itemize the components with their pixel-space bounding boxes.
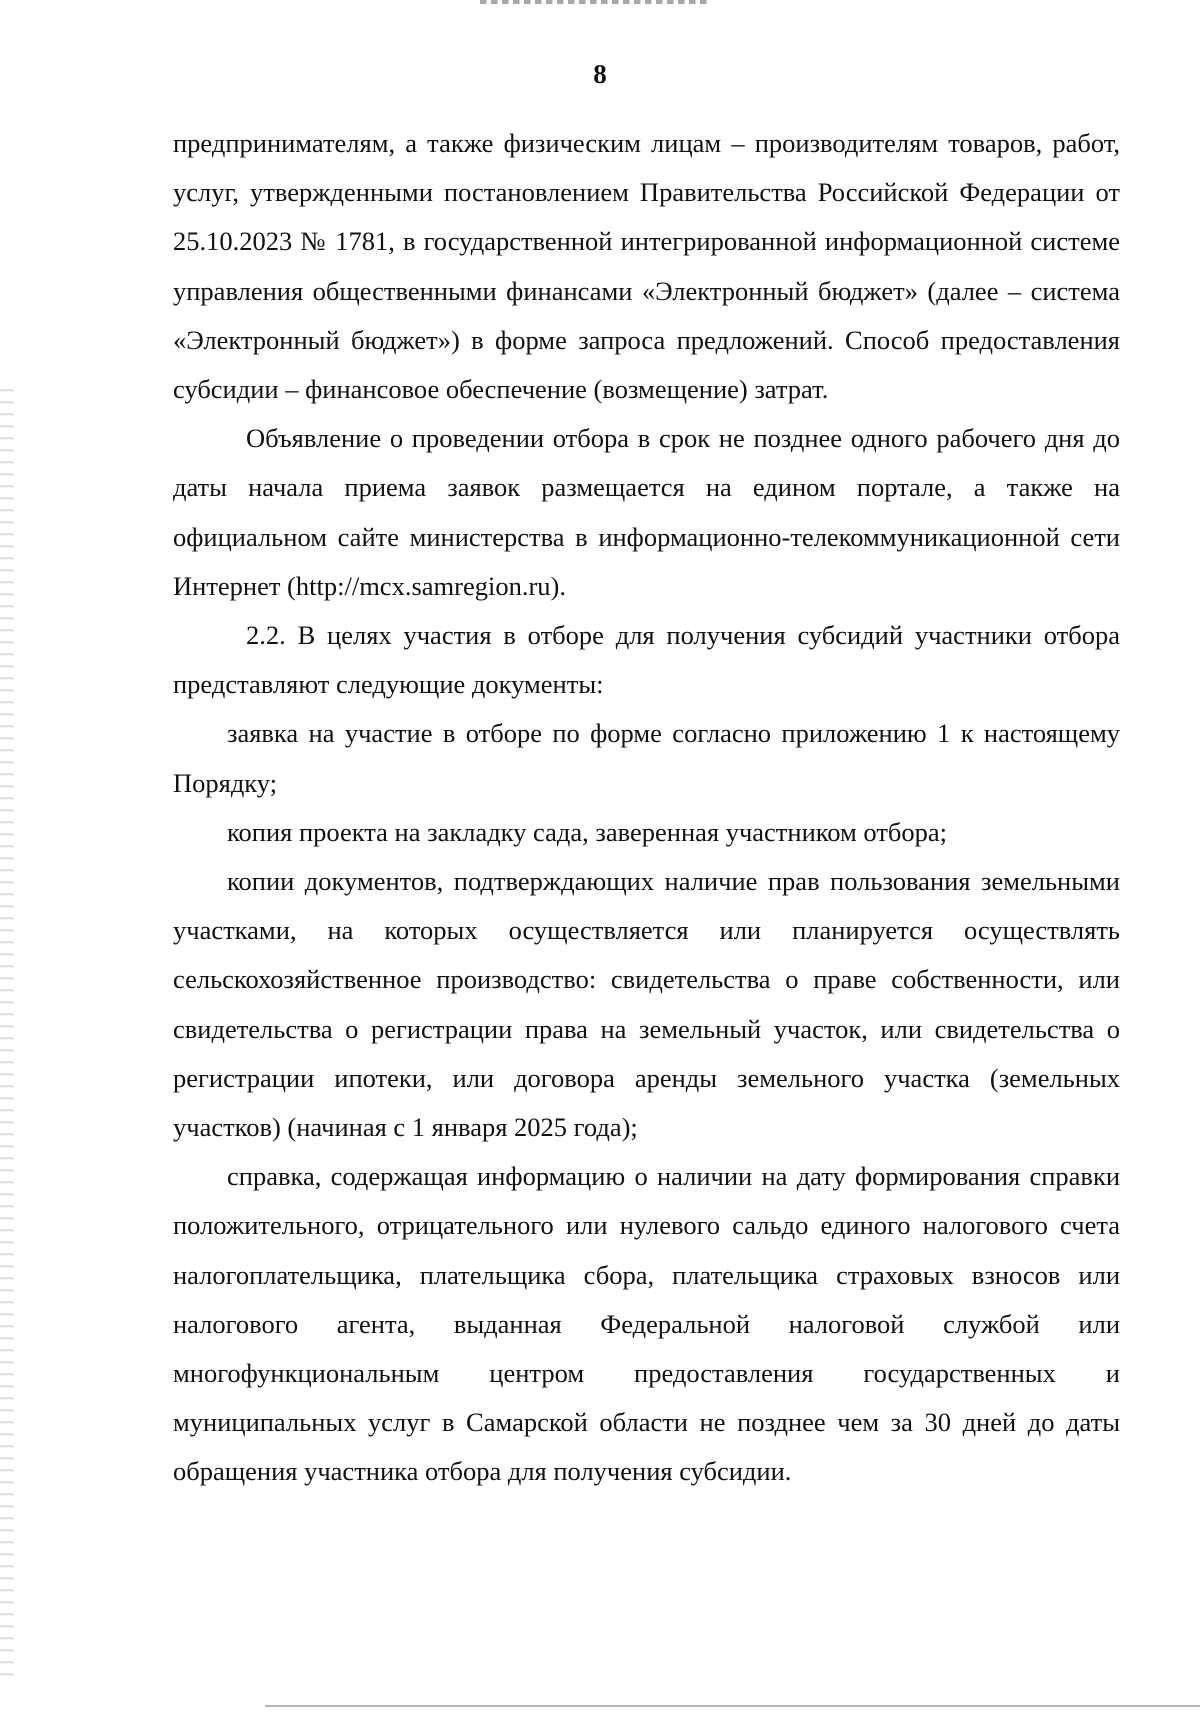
list-item-application: заявка на участие в отборе по форме согласно приложению 1 к настоящему Порядку; xyxy=(173,718,1120,798)
scan-edge-left xyxy=(0,380,14,1680)
paragraph-announcement: Объявление о проведении отбора в срок не позднее одного рабочего дня до даты начала приема заявок размещается на едином портале, а также на официальном сайте министерства в информационно-телекоммуникационной сети Интернет (http://mcx.samregion.ru). xyxy=(173,423,1120,601)
page-number: 8 xyxy=(593,59,607,89)
scan-edge-top xyxy=(480,0,710,4)
document-body xyxy=(173,119,1120,1497)
list-item-project-copy: копия проекта на закладку сада, заверенная участником отбора; xyxy=(227,816,948,847)
list-item-tax-certificate: справка, содержащая информацию о наличии на дату формирования справки положительного, отрицательного или нулевого сальдо единого налогового счета налогоплательщика, плательщика сбора, плательщика страховых взносов или налогового агента, выданная Федеральной налоговой службой или многофункциональным центром предоставления государственных и муниципальных услуг в Самарской области не позднее чем за 30 дней до даты обращения участника отбора для получения субсидии. xyxy=(173,1161,1120,1487)
paragraph-continuation: предпринимателям, а также физическим лицам – производителям товаров, работ, услуг, утвержденными постановлением Правительства Российской Федерации от 25.10.2023 № 1781, в государственной интегрированной информационной системе управления общественными финансами «Электронный бюджет» (далее – система «Электронный бюджет») в форме запроса предложений. Способ предоставления субсидии – финансовое обеспечение (возмещение) затрат. xyxy=(173,128,1120,405)
list-item-land-documents: копии документов, подтверждающих наличие прав пользования земельными участками, на которых осуществляется или планируется осуществлять сельскохозяйственное производство: свидетельства о праве собственности, или свидетельства о регистрации права на земельный участок, или свидетельства о регистрации ипотеки, или договора аренды земельного участка (земельных участков) (начиная с 1 января 2025 года); xyxy=(173,866,1120,1143)
paragraph-section-2-2: 2.2. В целях участия в отборе для получения субсидий участники отбора представляют следующие документы: xyxy=(173,620,1120,700)
scan-edge-bottom xyxy=(265,1705,1200,1707)
